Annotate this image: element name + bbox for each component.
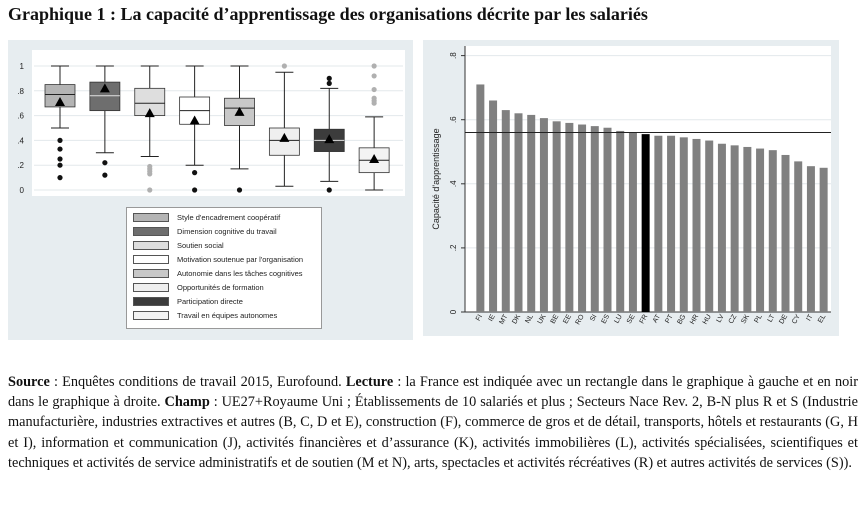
boxplot-y-tick-label: .6 <box>17 111 24 121</box>
bar-x-tick-label: DE <box>778 313 790 326</box>
bar-x-tick-label: FI <box>474 313 485 323</box>
legend-label: Opportunités de formation <box>177 283 264 292</box>
figure-title: Graphique 1 : La capacité d’apprentissage des organisations décrite par les salariés <box>8 4 648 24</box>
bar-x-tick-label: BE <box>549 313 561 326</box>
lecture-label: Lecture <box>345 374 394 390</box>
box-outlier-point <box>372 73 377 78</box>
legend-swatch <box>133 241 169 250</box>
box-outlier-point <box>327 81 332 86</box>
champ-text: : UE27+Royaume Uni ; Établissements de 10 salariés et plus ; Secteurs Nace Rev. 2, B-N plus R et S (Industrie manufacturière, industries extractives et autres (B, C, D et E), construction (F), commerce de gros et de détail, transports, hôtels et restaurants (G, H et I), information et communication (J), activités financières et d’assurance (K), activités immobilières (L), activités spécialisées, scientifiques et techniques et activités de service administratifs et de soutien (M et N), arts, spectacles et activités récréatives (R) et autres activités de services (S)). <box>8 394 858 471</box>
boxplot-panel <box>8 40 413 340</box>
box-outlier-point <box>57 146 62 151</box>
legend-swatch <box>133 311 169 320</box>
bar-bg <box>680 137 688 312</box>
bar-de <box>782 155 790 312</box>
box-outlier-point <box>192 170 197 175</box>
bar-uk <box>540 118 548 312</box>
bar-it <box>807 166 815 312</box>
bar-y-tick-label: 0 <box>449 309 458 315</box>
legend-label: Motivation soutenue par l'organisation <box>177 255 304 264</box>
legend-swatch <box>133 227 169 236</box>
box-outlier-point <box>57 138 62 143</box>
bar-x-tick-label: SE <box>625 313 637 326</box>
bar-pt <box>667 136 675 312</box>
bar-x-tick-label: LT <box>766 313 777 324</box>
source-label: Source <box>8 374 50 390</box>
legend-swatch <box>133 297 169 306</box>
figure-notes <box>8 372 858 473</box>
bar-x-tick-label: NL <box>524 313 535 325</box>
bar-x-tick-label: RO <box>574 313 586 327</box>
bar-lt <box>769 150 777 312</box>
box-outlier-point <box>102 160 107 165</box>
bar-x-tick-label: HU <box>701 313 713 326</box>
bar-x-tick-label: FR <box>638 313 650 326</box>
bar-x-tick-label: LU <box>613 313 624 325</box>
boxplot-y-tick-label: .4 <box>17 136 24 146</box>
champ-label: Champ <box>164 394 210 411</box>
bar-dk <box>515 113 523 312</box>
bar-x-tick-label: EE <box>562 313 574 326</box>
bar-hr <box>693 139 701 312</box>
bar-lu <box>616 131 624 312</box>
bar-si <box>591 126 599 312</box>
bar-x-tick-label: SI <box>589 313 599 323</box>
bar-x-tick-label: UK <box>536 313 548 326</box>
boxplot-legend <box>126 207 322 329</box>
bar-hu <box>705 141 713 312</box>
boxplot-y-tick-label: .8 <box>17 86 24 96</box>
box-outlier-point <box>102 173 107 178</box>
bar-nl <box>527 115 535 312</box>
legend-label: Soutien social <box>177 241 224 250</box>
bar-x-tick-label: HR <box>689 313 701 326</box>
bar-x-tick-label: LV <box>715 313 726 324</box>
box-outlier-point <box>57 156 62 161</box>
bar-es <box>604 128 612 312</box>
bar-ro <box>578 125 586 312</box>
boxplot-y-tick-label: 1 <box>19 62 24 71</box>
bar-y-tick-label: .8 <box>449 52 458 59</box>
bar-x-tick-label: CZ <box>727 313 739 326</box>
bar-se <box>629 133 637 312</box>
bar-lv <box>718 144 726 312</box>
lecture-text: : la France est indiquée avec un rectangle dans le graphique à gauche et en noir dans le graphique à droite. <box>8 374 858 411</box>
bar-x-tick-label: BG <box>676 313 688 326</box>
boxplot-y-tick-label: 0 <box>19 186 24 195</box>
box-outlier-point <box>282 63 287 68</box>
bar-at <box>654 136 662 312</box>
box-outlier-point <box>147 171 152 176</box>
bar-fr <box>642 134 650 312</box>
bar-y-tick-label: .2 <box>449 244 458 252</box>
box-outlier-point <box>237 187 242 192</box>
bar-x-tick-label: IT <box>805 313 815 323</box>
bar-mt <box>502 110 510 312</box>
box-outlier-point <box>372 87 377 92</box>
bar-pl <box>756 149 764 312</box>
legend-swatch <box>133 269 169 278</box>
bar-x-tick-label: PT <box>664 313 675 325</box>
box-outlier-point <box>57 175 62 180</box>
box-outlier-point <box>147 187 152 192</box>
box-outlier-point <box>372 63 377 68</box>
bar-x-tick-label: DK <box>511 313 523 326</box>
bar-cz <box>731 145 739 312</box>
bar-x-tick-label: AT <box>651 313 663 325</box>
bar-cy <box>794 161 802 312</box>
bar-x-tick-label: MT <box>498 313 510 326</box>
bar-x-tick-label: SK <box>740 313 752 326</box>
bar-x-tick-label: EL <box>817 313 828 325</box>
box-outlier-point <box>327 187 332 192</box>
box-outlier-point <box>192 187 197 192</box>
bar-y-tick-label: .6 <box>449 116 458 124</box>
barchart-panel <box>423 40 839 336</box>
legend-swatch <box>133 283 169 292</box>
bar-x-tick-label: CY <box>791 313 802 326</box>
bar-chart <box>423 40 839 336</box>
bar-sk <box>743 147 751 312</box>
bar-x-tick-label: ES <box>600 313 612 326</box>
box-outlier-point <box>327 76 332 81</box>
bar-el <box>820 168 828 312</box>
bar-be <box>553 121 561 312</box>
bar-ee <box>565 123 573 312</box>
boxplot-y-tick-label: .2 <box>17 161 24 171</box>
bar-fi <box>476 84 484 312</box>
bar-y-axis-label: Capacité d'apprentissage <box>431 128 441 230</box>
source-text: : Enquêtes conditions de travail 2015, Eurofound. <box>49 374 346 390</box>
box-outlier-point <box>57 163 62 168</box>
legend-label: Dimension cognitive du travail <box>177 227 277 236</box>
legend-swatch <box>133 255 169 264</box>
boxplot-plot-area <box>32 50 405 196</box>
legend-label: Style d'encadrement coopératif <box>177 213 281 222</box>
legend-label: Travail en équipes autonomes <box>177 311 278 320</box>
legend-label: Autonomie dans les tâches cognitives <box>177 269 303 278</box>
legend-swatch <box>133 213 169 222</box>
bar-y-tick-label: .4 <box>449 180 458 188</box>
legend-label: Participation directe <box>177 297 243 306</box>
box-outlier-point <box>372 101 377 106</box>
bar-x-tick-label: PL <box>753 313 764 325</box>
bar-x-tick-label: IE <box>487 313 497 323</box>
